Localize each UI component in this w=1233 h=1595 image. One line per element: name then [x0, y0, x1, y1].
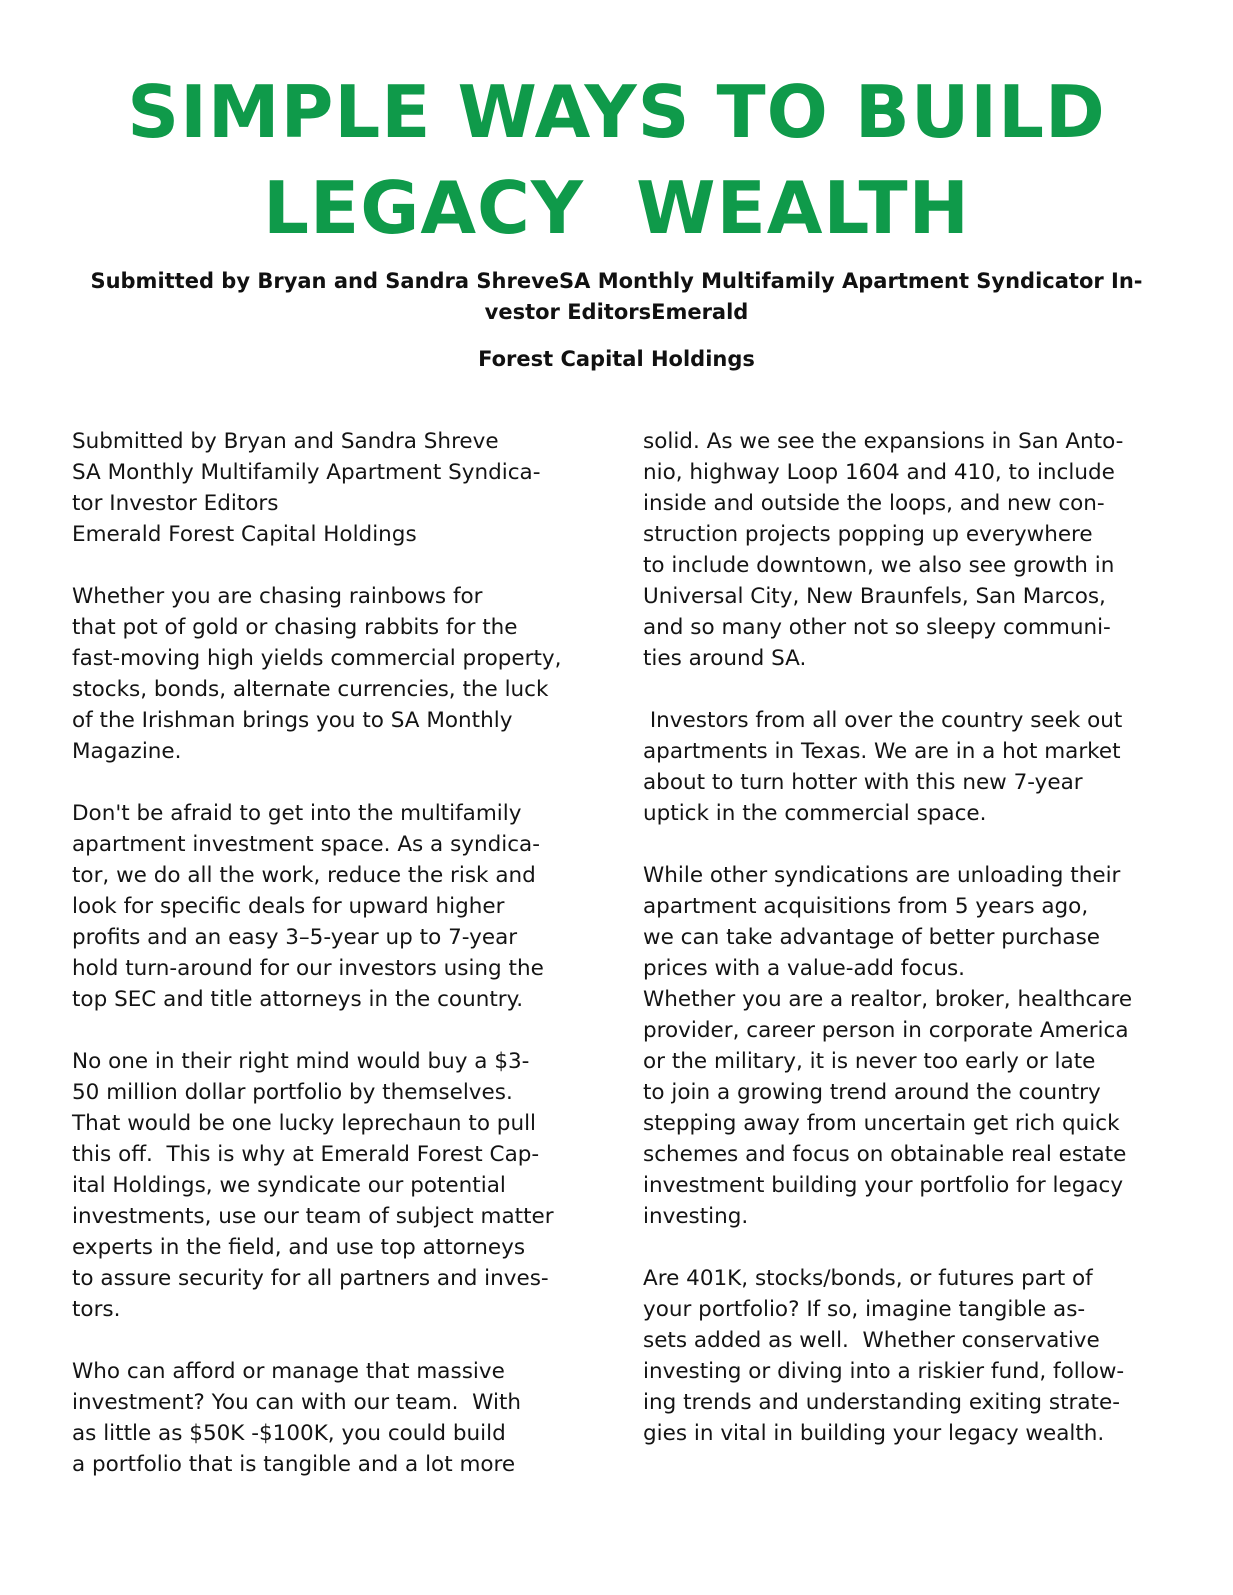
paragraph-line: a portfolio that is tangible and a lot more: [72, 1452, 516, 1477]
paragraph-line: SA Monthly Multifamily Apartment Syndica-: [72, 460, 541, 485]
paragraph-line: That would be one lucky leprechaun to pull: [72, 1111, 537, 1136]
paragraph-line: struction projects popping up everywhere: [643, 522, 1093, 547]
paragraph-line: Submitted by Bryan and Sandra Shreve: [72, 429, 499, 454]
paragraph-line: stepping away from uncertain get rich quick: [643, 1111, 1120, 1136]
paragraph-line: experts in the field, and use top attorneys: [72, 1235, 526, 1260]
paragraph-line: tor, we do all the work, reduce the risk and: [72, 863, 536, 888]
paragraph-line: inside and outside the loops, and new con-: [643, 491, 1105, 516]
paragraph-line: nio, highway Loop 1604 and 410, to include: [643, 460, 1115, 485]
byline-line: vestor EditorsEmerald: [484, 300, 749, 324]
paragraph: [643, 984, 1183, 1232]
paragraph-line: profits and an easy 3–5-year up to 7-year: [72, 925, 518, 950]
byline-line: Forest Capital Holdings: [478, 347, 755, 371]
paragraph: [72, 581, 592, 767]
paragraph-line: tor Investor Editors: [72, 491, 279, 516]
paragraph: [72, 1356, 592, 1480]
paragraph-line: prices with a value-add focus.: [643, 956, 965, 981]
paragraph-line: Are 401K, stocks/bonds, or futures part of: [643, 1266, 1093, 1291]
paragraph-line: While other syndications are unloading their: [643, 863, 1121, 888]
paragraph-line: to assure security for all partners and inves-: [72, 1266, 549, 1291]
paragraph-line: fast-moving high yields commercial property,: [72, 646, 562, 671]
paragraph-line: hold turn-around for our investors using the: [72, 956, 544, 981]
paragraph: [72, 798, 592, 1015]
paragraph-line: investments, use our team of subject matter: [72, 1204, 554, 1229]
title-line: LEGACY WEALTH: [263, 166, 970, 250]
paragraph-line: Investors from all over the country seek out: [643, 708, 1123, 733]
title-line: SIMPLE WAYS TO BUILD: [127, 70, 1106, 154]
paragraph-line: apartment acquisitions from 5 years ago,: [643, 894, 1089, 919]
paragraph-line: investment building your portfolio for legacy: [643, 1173, 1124, 1198]
paragraph-line: solid. As we see the expansions in San Anto-: [643, 429, 1124, 454]
paragraph-line: schemes and focus on obtainable real estate: [643, 1142, 1127, 1167]
article-byline: [70, 266, 1163, 375]
paragraph-line: Emerald Forest Capital Holdings: [72, 522, 417, 547]
paragraph-line: to join a growing trend around the country: [643, 1080, 1101, 1105]
paragraph-line: or the military, it is never too early or late: [643, 1049, 1096, 1074]
paragraph-line: about to turn hotter with this new 7-year: [643, 770, 1083, 795]
paragraph-line: apartments in Texas. We are in a hot market: [643, 739, 1121, 764]
paragraph-line: we can take advantage of better purchase: [643, 925, 1101, 950]
article-title: [0, 64, 1233, 256]
paragraph-line: investment? You can with our team. With: [72, 1390, 522, 1415]
paragraph-line: No one in their right mind would buy a $3-: [72, 1049, 530, 1074]
paragraph-line: your portfolio? If so, imagine tangible as-: [643, 1297, 1086, 1322]
paragraph-line: provider, career person in corporate America: [643, 1018, 1129, 1043]
paragraph-line: investing.: [643, 1204, 749, 1229]
paragraph-line: Magazine.: [72, 739, 182, 764]
paragraph-line: of the Irishman brings you to SA Monthly: [72, 708, 513, 733]
paragraph-line: Don't be afraid to get into the multifamily: [72, 801, 522, 826]
paragraph: [72, 426, 592, 550]
paragraph-line: stocks, bonds, alternate currencies, the luck: [72, 677, 549, 702]
right-column: [643, 426, 1183, 1480]
paragraph-line: uptick in the commercial space.: [643, 801, 987, 826]
paragraph-line: look for specific deals for upward higher: [72, 894, 505, 919]
paragraph-line: apartment investment space. As a syndica-: [72, 832, 540, 857]
paragraph-line: ing trends and understanding exiting strate-: [643, 1390, 1120, 1415]
paragraph: [643, 860, 1183, 984]
paragraph-line: ties around SA.: [643, 646, 807, 671]
paragraph-line: Whether you are a realtor, broker, healthcare: [643, 987, 1133, 1012]
paragraph-line: gies in vital in building your legacy wealth.: [643, 1421, 1105, 1446]
byline-line: Submitted by Bryan and Sandra ShreveSA Monthly Multifamily Apartment Syndicator In-: [90, 269, 1143, 293]
paragraph: [643, 426, 1183, 674]
paragraph-line: Whether you are chasing rainbows for: [72, 584, 483, 609]
paragraph-line: tors.: [72, 1297, 121, 1322]
paragraph-line: to include downtown, we also see growth in: [643, 553, 1115, 578]
left-column: [72, 426, 592, 1511]
paragraph-line: 50 million dollar portfolio by themselves.: [72, 1080, 513, 1105]
paragraph-line: sets added as well. Whether conservative: [643, 1328, 1100, 1353]
paragraph-line: and so many other not so sleepy communi-: [643, 615, 1111, 640]
paragraph-line: ital Holdings, we syndicate our potential: [72, 1173, 506, 1198]
paragraph-line: that pot of gold or chasing rabbits for the: [72, 615, 518, 640]
paragraph-line: this off. This is why at Emerald Forest Cap-: [72, 1142, 540, 1167]
paragraph-line: as little as $50K -$100K, you could build: [72, 1421, 506, 1446]
paragraph: [643, 1263, 1183, 1449]
paragraph-line: investing or diving into a riskier fund, follow-: [643, 1359, 1125, 1384]
paragraph: [72, 1046, 592, 1325]
paragraph-line: top SEC and title attorneys in the country.: [72, 987, 524, 1012]
paragraph: [643, 705, 1183, 829]
paragraph-line: Universal City, New Braunfels, San Marcos,: [643, 584, 1106, 609]
paragraph-line: Who can afford or manage that massive: [72, 1359, 505, 1384]
